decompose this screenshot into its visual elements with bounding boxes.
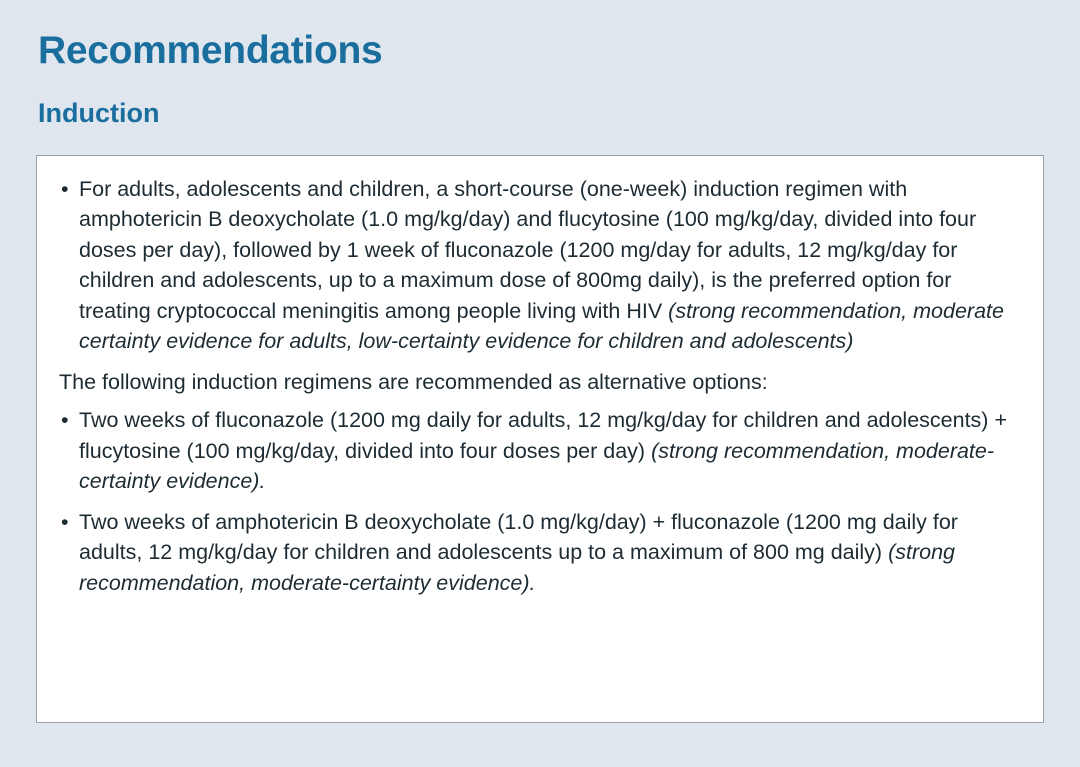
alternative-options-intro: The following induction regimens are recommended as alternative options: [59,369,768,394]
bullet-icon: • [61,176,69,201]
bullet-icon: • [61,408,69,433]
recommendation-evidence-note: (strong recommendation, moderate certainty evidence for adults, low-certainty evidence for children and adolescents) [79,298,1004,354]
bullet-icon: • [61,509,69,534]
recommendation-evidence-note: (strong recommendation, moderate-certainty evidence). [79,540,955,595]
page-title: Recommendations [38,29,383,72]
section-heading-induction: Induction [38,97,160,128]
recommendation-text: Two weeks of fluconazole (1200 mg daily for adults, 12 mg/kg/day for children and adolescents) + flucytosine (100 mg/kg/day, divided into four doses per day) [79,408,1007,463]
recommendation-text: Two weeks of amphotericin B deoxycholate (1.0 mg/kg/day) + fluconazole (1200 mg daily for adults, 12 mg/kg/day for children and adolescents up to a maximum of 800 mg daily) [79,509,958,565]
recommendation-item [57,507,1021,599]
recommendation-evidence-note: (strong recommendation, moderate-certainty evidence). [79,438,995,494]
recommendation-item [57,405,1021,497]
recommendations-box [36,155,1044,723]
recommendation-item [57,174,1021,357]
item-spacer [57,499,1021,507]
recommendation-text: For adults, adolescents and children, a short-course (one-week) induction regimen with amphotericin B deoxycholate (1.0 mg/kg/day) and flucytosine (100 mg/kg/day, divided into four doses per day), followed by 1 week of fluconazole (1200 mg/day for adults, 12 mg/kg/day for children and adolescents, up to a maximum dose of 800mg daily), is the preferred option for treating cryptococcal meningitis among people living with HIV [79,176,977,323]
